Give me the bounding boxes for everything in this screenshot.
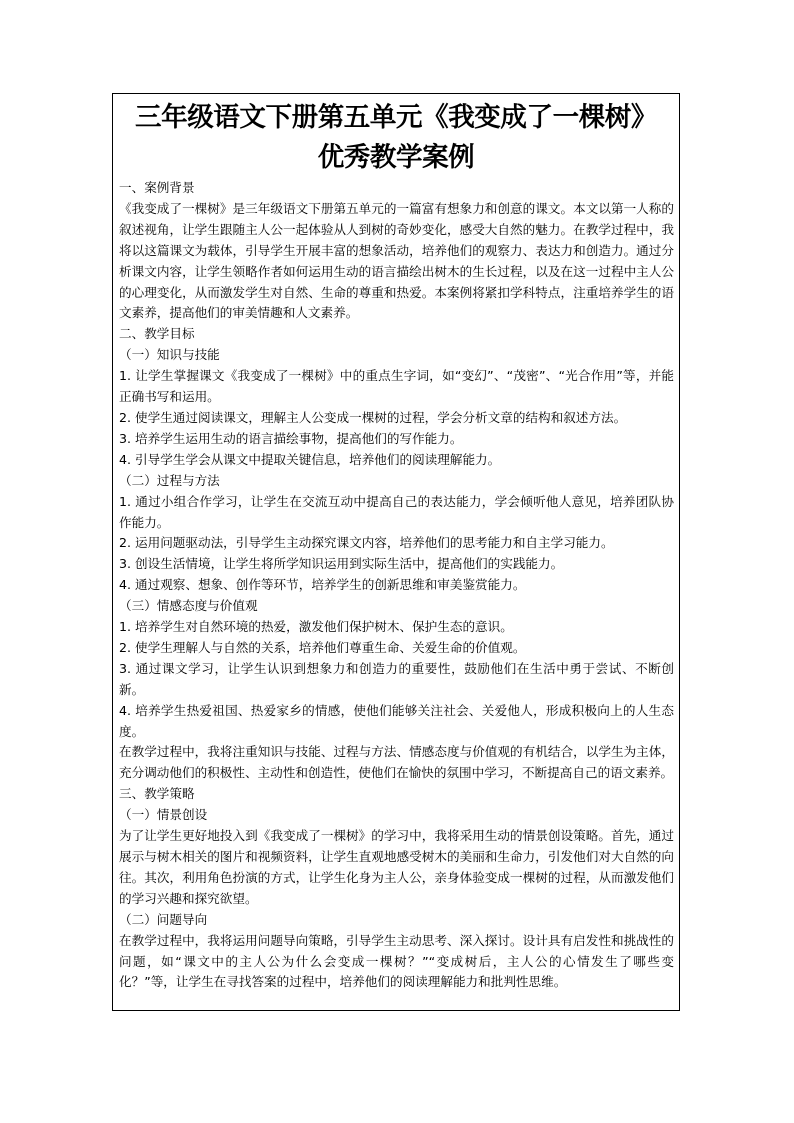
body-paragraph: 3. 创设生活情境，让学生将所学知识运用到实际生活中，提高他们的实践能力。 [119, 556, 564, 572]
body-paragraph: 2. 使学生理解人与自然的关系，培养他们尊重生命、关爱生命的价值观。 [119, 639, 526, 655]
title-line-1: 三年级语文下册第五单元《我变成了一棵树》 [135, 102, 657, 133]
subsection-heading: （二）问题导向 [119, 911, 208, 927]
body-paragraph: 2. 使学生通过阅读课文，理解主人公变成一棵树的过程，学会分析文章的结构和叙述方法。 [119, 409, 627, 425]
subsection-heading: （一）知识与技能 [119, 347, 220, 363]
subsection-heading: （三）情感态度与价值观 [119, 598, 258, 614]
document-frame [112, 93, 680, 1011]
body-paragraph: 4. 培养学生热爱祖国、热爱家乡的情感，使他们能够关注社会、关爱他人，形成积极向上的人生态度。 [119, 702, 674, 739]
subsection-heading: （一）情景创设 [119, 807, 208, 823]
body-paragraph: 4. 引导学生学会从课文中提取关键信息，培养他们的阅读理解能力。 [119, 451, 501, 467]
section-heading: 一、案例背景 [119, 180, 195, 195]
subsection-heading: （二）过程与方法 [119, 472, 220, 488]
body-paragraph: 3. 培养学生运用生动的语言描绘事物，提高他们的写作能力。 [119, 430, 463, 446]
title-line-2: 优秀教学案例 [317, 142, 475, 173]
body-paragraph: 在教学过程中，我将运用问题导向策略，引导学生主动思考、深入探讨。设计具有启发性和挑战性的问题，如“课文中的主人公为什么会变成一棵树？”“变成树后，主人公的心情发生了哪些变化？”等，让学生在寻找答案的过程中，培养他们的阅读理解能力和批判性思维。 [119, 932, 674, 990]
body-paragraph: 3. 通过课文学习，让学生认识到想象力和创造力的重要性，鼓励他们在生活中勇于尝试、不断创新。 [119, 660, 674, 697]
body-paragraph: 《我变成了一棵树》是三年级语文下册第五单元的一篇富有想象力和创意的课文。本文以第一人称的叙述视角，让学生跟随主人公一起体验从人到树的奇妙变化，感受大自然的魅力。在教学过程中，我将以这篇课文为载体，引导学生开展丰富的想象活动，培养他们的观察力、表达力和创造力。通过分析课文内容，让学生领略作者如何运用生动的语言描绘出树木的生长过程，以及在这一过程中主人公的心理变化，从而激发学生对自然、生命的尊重和热爱。本案例将紧扣学科特点，注重培养学生的语文素养，提高他们的审美情趣和人文素养。 [119, 200, 674, 321]
body-paragraph: 2. 运用问题驱动法，引导学生主动探究课文内容，培养他们的思考能力和自主学习能力。 [119, 535, 614, 551]
body-paragraph: 4. 通过观察、想象、创作等环节，培养学生的创新思维和审美鉴赏能力。 [119, 577, 526, 593]
body-paragraph: 1. 通过小组合作学习，让学生在交流互动中提高自己的表达能力，学会倾听他人意见，培养团队协作能力。 [119, 493, 674, 530]
body-paragraph: 为了让学生更好地投入到《我变成了一棵树》的学习中，我将采用生动的情景创设策略。首先，通过展示与树木相关的图片和视频资料，让学生直观地感受树木的美丽和生命力，引发他们对大自然的向往。其次，利用角色扮演的方式，让学生化身为主人公，亲身体验变成一棵树的过程，从而激发他们的学习兴趣和探究欲望。 [119, 828, 674, 906]
body-paragraph: 1. 培养学生对自然环境的热爱，激发他们保护树木、保护生态的意识。 [119, 619, 513, 635]
document-body [113, 178, 679, 993]
section-heading: 二、教学目标 [119, 326, 195, 342]
section-heading: 三、教学策略 [119, 786, 195, 802]
body-paragraph: 在教学过程中，我将注重知识与技能、过程与方法、情感态度与价值观的有机结合，以学生为主体，充分调动他们的积极性、主动性和创造性，使他们在愉快的氛围中学习，不断提高自己的语文素养。 [119, 744, 674, 781]
body-paragraph: 1. 让学生掌握课文《我变成了一棵树》中的重点生字词，如“变幻”、“茂密”、“光合作用”等，并能正确书写和运用。 [119, 368, 674, 405]
document-title [113, 94, 679, 178]
